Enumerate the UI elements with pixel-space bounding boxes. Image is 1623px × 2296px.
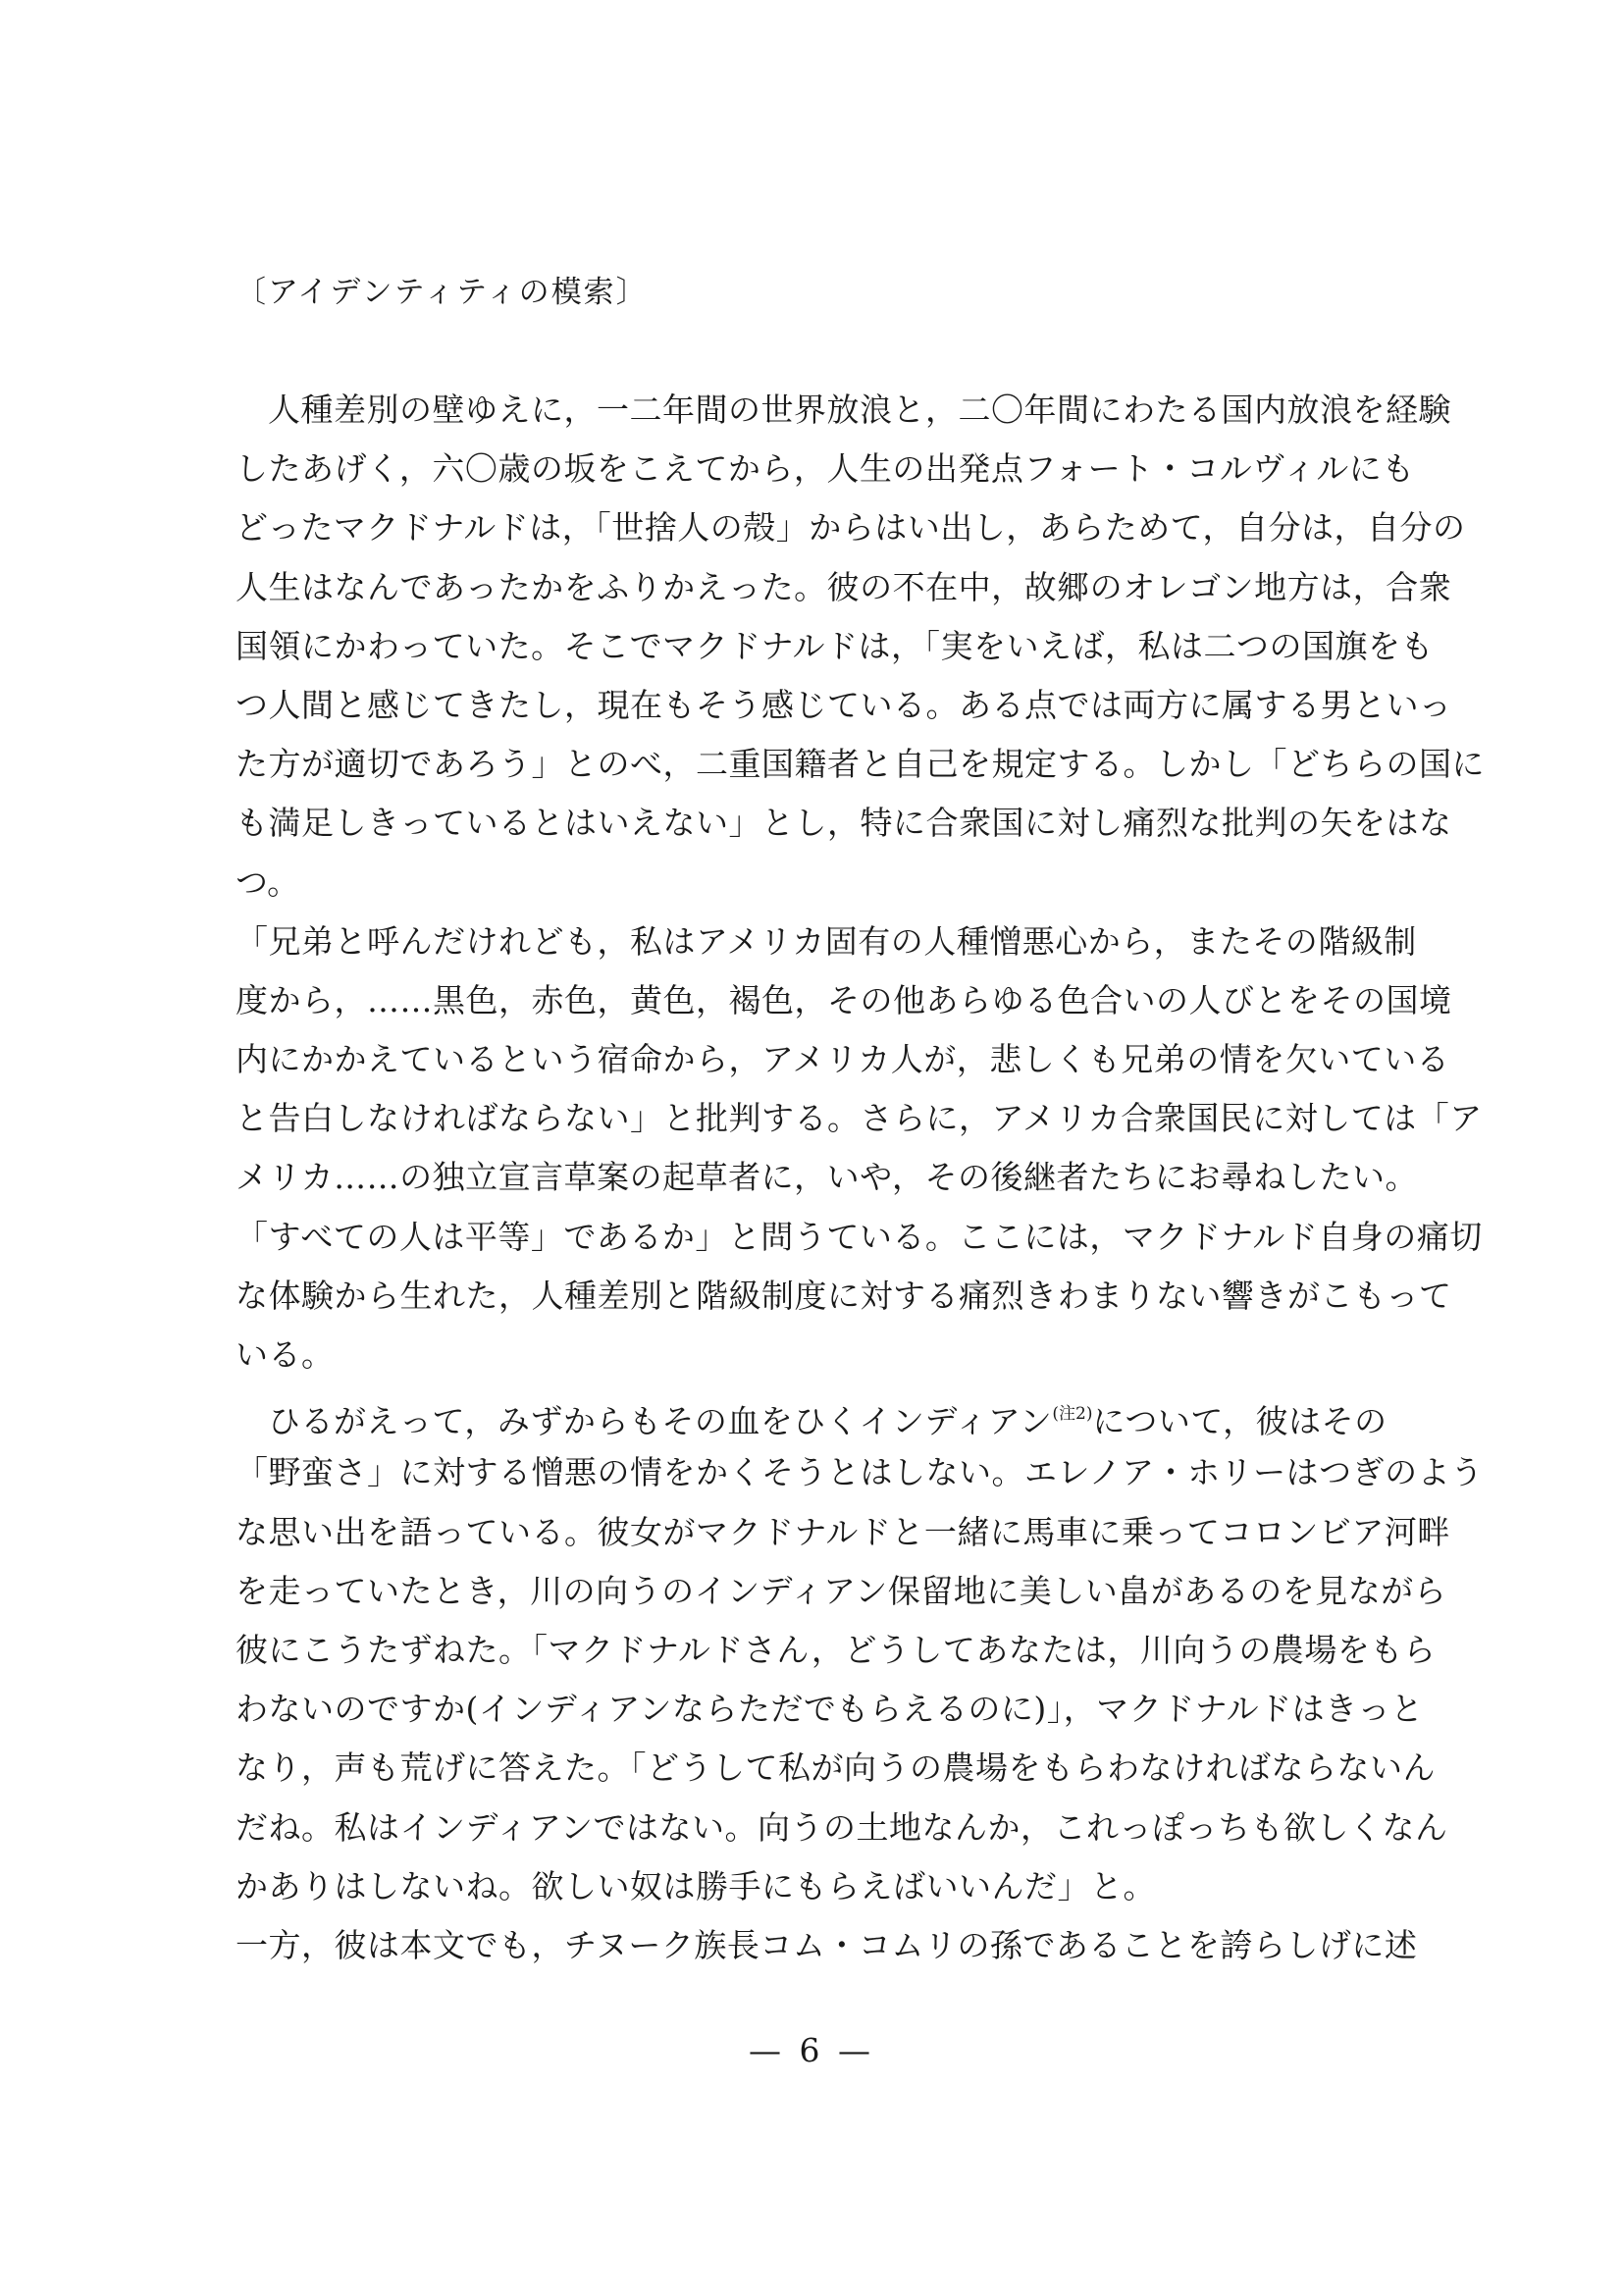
text-segment: について，彼はその: [1092, 1402, 1387, 1441]
text-line: 「兄弟と呼んだけれども，私はアメリカ固有の人種憎悪心から，またその階級制: [236, 921, 1417, 961]
text-line: な体験から生れた，人種差別と階級制度に対する痛烈きわまりない響きがこもって: [236, 1276, 1452, 1315]
text-line: つ人間と感じてきたし，現在もそう感じている。ある点では両方に属する男といっ: [236, 685, 1452, 724]
text-line: 人生はなんであったかをふりかえった。彼の不在中，故郷のオレゴン地方は，合衆: [236, 567, 1452, 606]
text-line: なり，声も荒げに答えた。「どうして私が向うの農場をもらわなければならないん: [236, 1748, 1436, 1788]
footnote-marker: (注2): [1052, 1404, 1093, 1425]
text-line: を走っていたとき，川の向うのインディアン保留地に美しい畠があるのを見ながら: [236, 1571, 1447, 1610]
text-line: どったマクドナルドは，「世捨人の殻」からはい出し，あらためて，自分は，自分の: [236, 508, 1466, 548]
page-number: — 6 —: [749, 2031, 874, 2069]
text-line: 一方，彼は本文でも，チヌーク族長コム・コムリの孫であることを誇らしげに述: [236, 1925, 1418, 1964]
text-line: メリカ……の独立宣言草案の起草者に，いや，その後継者たちにお尋ねしたい。: [236, 1158, 1419, 1197]
text-line: 国領にかわっていた。そこでマクドナルドは，「実をいえば，私は二つの国旗をも: [236, 626, 1435, 665]
text-line: 「すべての人は平等」であるか」と問うている。ここには，マクドナルド自身の痛切: [236, 1217, 1483, 1256]
text-line: な思い出を語っている。彼女がマクドナルドと一緒に馬車に乗ってコロンビア河畔: [236, 1512, 1450, 1551]
text-line-with-note: [236, 1394, 1387, 1441]
text-line: 「野蛮さ」に対する憎悪の情をかくそうとはしない。エレノア・ホリーはつぎのよう: [236, 1453, 1484, 1492]
text-line: 内にかかえているという宿命から，アメリカ人が，悲しくも兄弟の情を欠いている: [236, 1040, 1450, 1079]
body-text: [236, 391, 1485, 1985]
text-segment: ひるがえって，みずからもその血をひくインディアン: [268, 1402, 1053, 1441]
section-heading: 〔アイデンティティの模索〕: [236, 275, 649, 310]
text-line: た方が適切であろう」とのべ，二重国籍者と自己を規定する。しかし「どちらの国に: [236, 745, 1485, 784]
text-line: いる。: [236, 1335, 335, 1374]
text-line: わないのですか(インディアンならただでもらえるのに)」，マクドナルドはきっと: [236, 1690, 1424, 1729]
text-line: 度から，……黒色，赤色，黄色，褐色，その他あらゆる色合いの人びとをその国境: [236, 980, 1452, 1019]
text-line: だね。私はインディアンではない。向うの土地なんか，これっぽっちも欲しくなん: [236, 1807, 1448, 1847]
text-line: かありはしないね。欲しい奴は勝手にもらえばいいんだ」と。: [236, 1866, 1156, 1905]
text-line: と告白しなければならない」と批判する。さらに，アメリカ合衆国民に対しては「ア: [236, 1099, 1483, 1138]
text-line: も満足しきっているとはいえない」とし，特に合衆国に対し痛烈な批判の矢をはな: [236, 804, 1452, 843]
text-line: したあげく，六〇歳の坂をこえてから，人生の出発点フォート・コルヴィルにも: [236, 449, 1415, 489]
text-line: 人種差別の壁ゆえに，一二年間の世界放浪と，二〇年間にわたる国内放浪を経験: [268, 391, 1451, 429]
text-line: 彼にこうたずねた。「マクドナルドさん，どうしてあなたは，川向うの農場をもら: [236, 1630, 1437, 1669]
text-line: つ。: [236, 862, 300, 902]
